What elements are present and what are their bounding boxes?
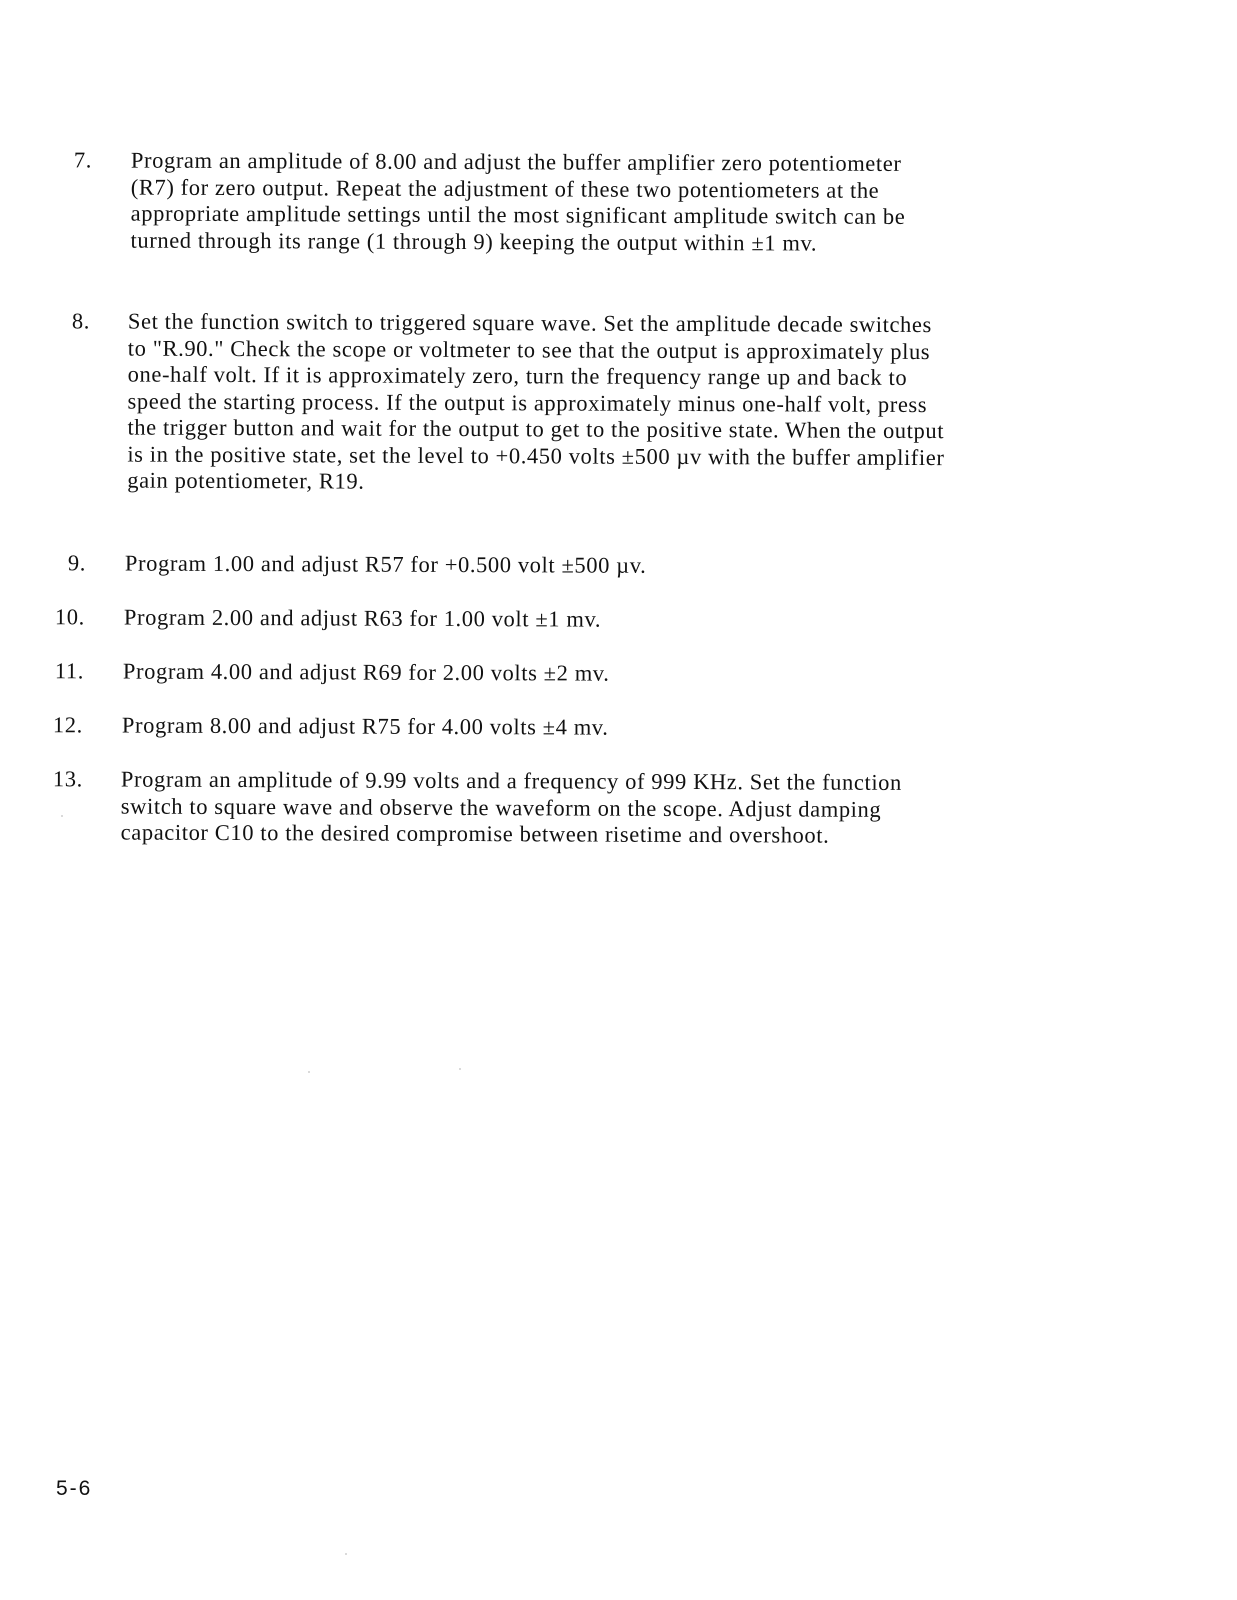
scan-speck	[308, 1071, 310, 1073]
procedure-step	[0, 766, 1237, 848]
procedure-step	[0, 712, 1237, 740]
scan-speck	[345, 1553, 347, 1555]
procedure-step	[0, 308, 1237, 494]
step-text: Set the function switch to triggered square wave. Set the amplitude decade switches to "R.90." Check the scope or voltmeter to see that the output is approximately plus one-half volt. If it is approximately zero, turn the frequency range up and back to speed the starting process. If the output is approximately minus one-half volt, press the trigger button and wait for the output to get to the positive state. When the output is in the positive state, set the level to +0.450 volts ±500 µv with the buffer amplifier gain potentiometer, R19.	[127, 308, 945, 494]
step-number: 13.	[52, 766, 83, 792]
step-number: 11.	[54, 658, 85, 684]
step-number: 10.	[54, 604, 85, 630]
step-text: Program 2.00 and adjust R63 for 1.00 volt ±1 mv.	[123, 604, 602, 632]
step-text: Program an amplitude of 9.99 volts and a frequency of 999 KHz. Set the function switch to square wave and observe the waveform on the scope. Adjust damping capacitor C10 to the desired compromise between risetime and overshoot.	[120, 766, 902, 848]
step-text: Program 8.00 and adjust R75 for 4.00 volts ±4 mv.	[121, 712, 609, 740]
procedure-step	[0, 550, 1237, 578]
step-number: 12.	[52, 712, 83, 738]
step-text: Program 4.00 and adjust R69 for 2.00 volts ±2 mv.	[122, 658, 610, 686]
step-text: Program 1.00 and adjust R57 for +0.500 volt ±500 µv.	[124, 550, 647, 578]
step-number: 9.	[67, 550, 87, 576]
procedure-step	[0, 604, 1237, 632]
step-number: 8.	[71, 308, 91, 334]
step-number: 7.	[73, 147, 93, 173]
step-text: Program an amplitude of 8.00 and adjust the buffer amplifier zero potentiometer (R7) for zero output. Repeat the adjustment of these two potentiometers at the appropriate amplitude settings until the most significant amplitude switch can be turned through its range (1 through 9) keeping the output within ±1 mv.	[130, 147, 906, 256]
scan-speck	[61, 815, 63, 817]
procedure-step	[0, 147, 1237, 256]
scan-speck	[459, 1068, 461, 1070]
procedure-step	[0, 658, 1237, 686]
page-number: 5-6	[56, 1477, 93, 1500]
